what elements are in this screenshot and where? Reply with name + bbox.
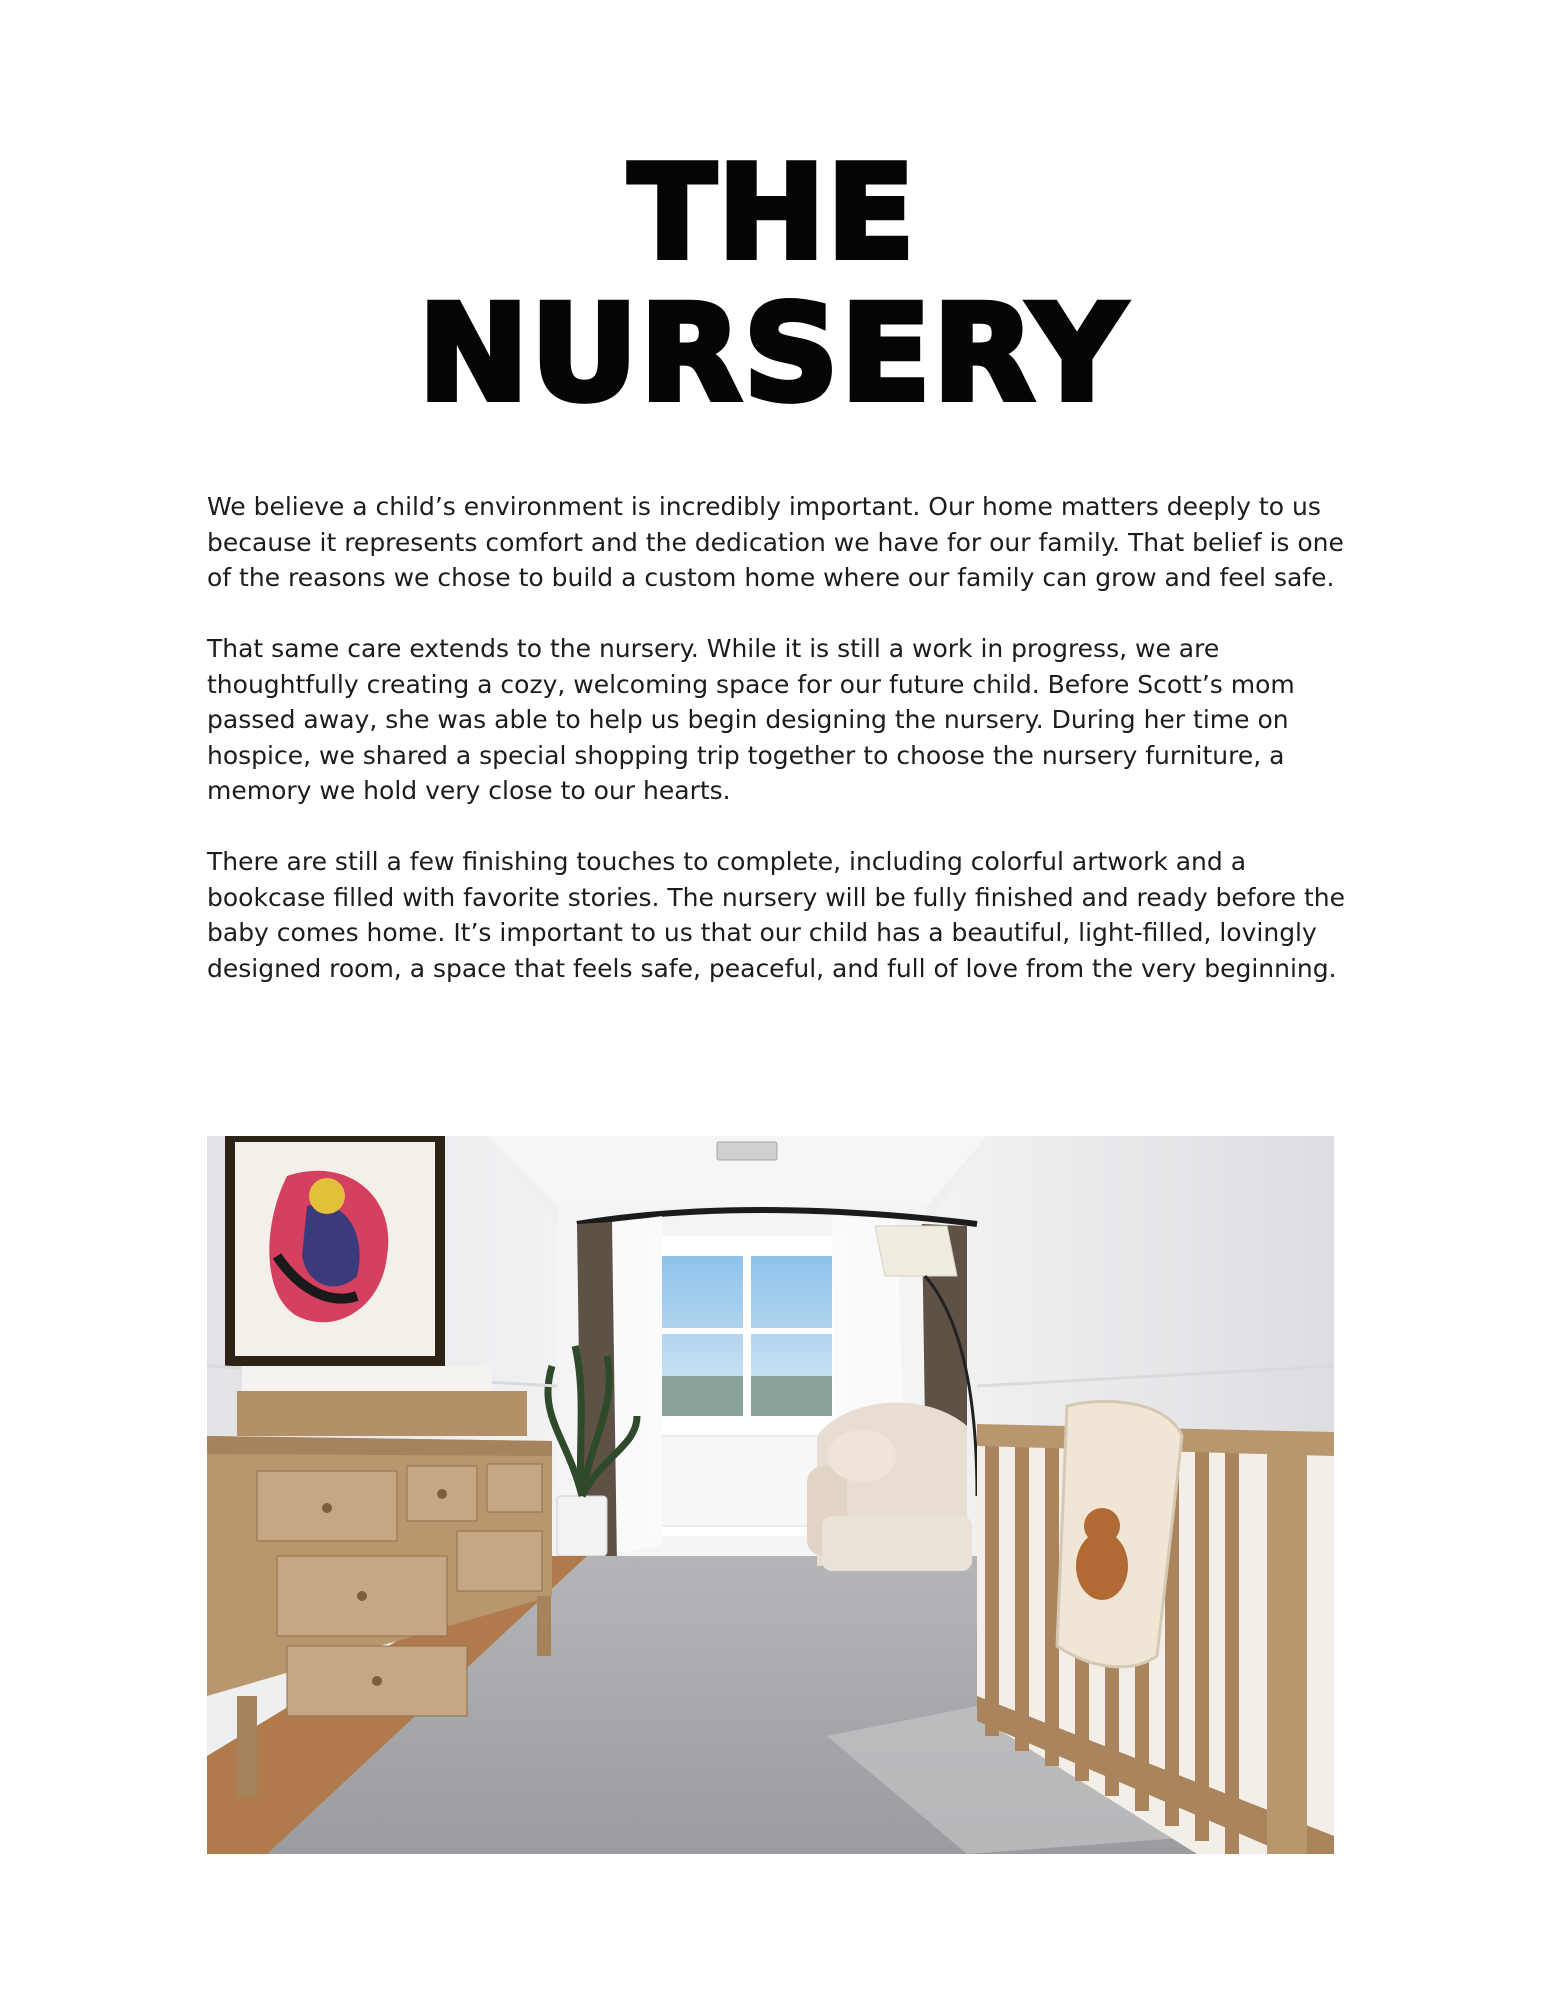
- title-line-2: NURSERY: [418, 277, 1127, 431]
- body-text: [207, 489, 1347, 1022]
- paragraph-3: There are still a few finishing touches to complete, including colorful artwork and a bookcase filled with favorite stories. The nursery will be fully finished and ready before the baby comes home. It’s important to us that our child has a beautiful, light-filled, lovingly designed room, a space that feels safe, peaceful, and full of love from the very beginning.: [207, 847, 1345, 983]
- nursery-photo: [207, 1136, 1334, 1854]
- title-line-1: THE: [628, 139, 917, 288]
- paragraph-2: That same care extends to the nursery. While it is still a work in progress, we are thoughtfully creating a cozy, welcoming space for our future child. Before Scott’s mom passed away, she was able to help us begin designing the nursery. During her time on hospice, we shared a special shopping trip together to choose the nursery furniture, a memory we hold very close to our hearts.: [207, 634, 1295, 805]
- page-title: [0, 139, 1545, 431]
- paragraph-1: We believe a child’s environment is incredibly important. Our home matters deeply to us because it represents comfort and the dedication we have for our family. That belief is one of the reasons we chose to build a custom home where our family can grow and feel safe.: [207, 492, 1344, 592]
